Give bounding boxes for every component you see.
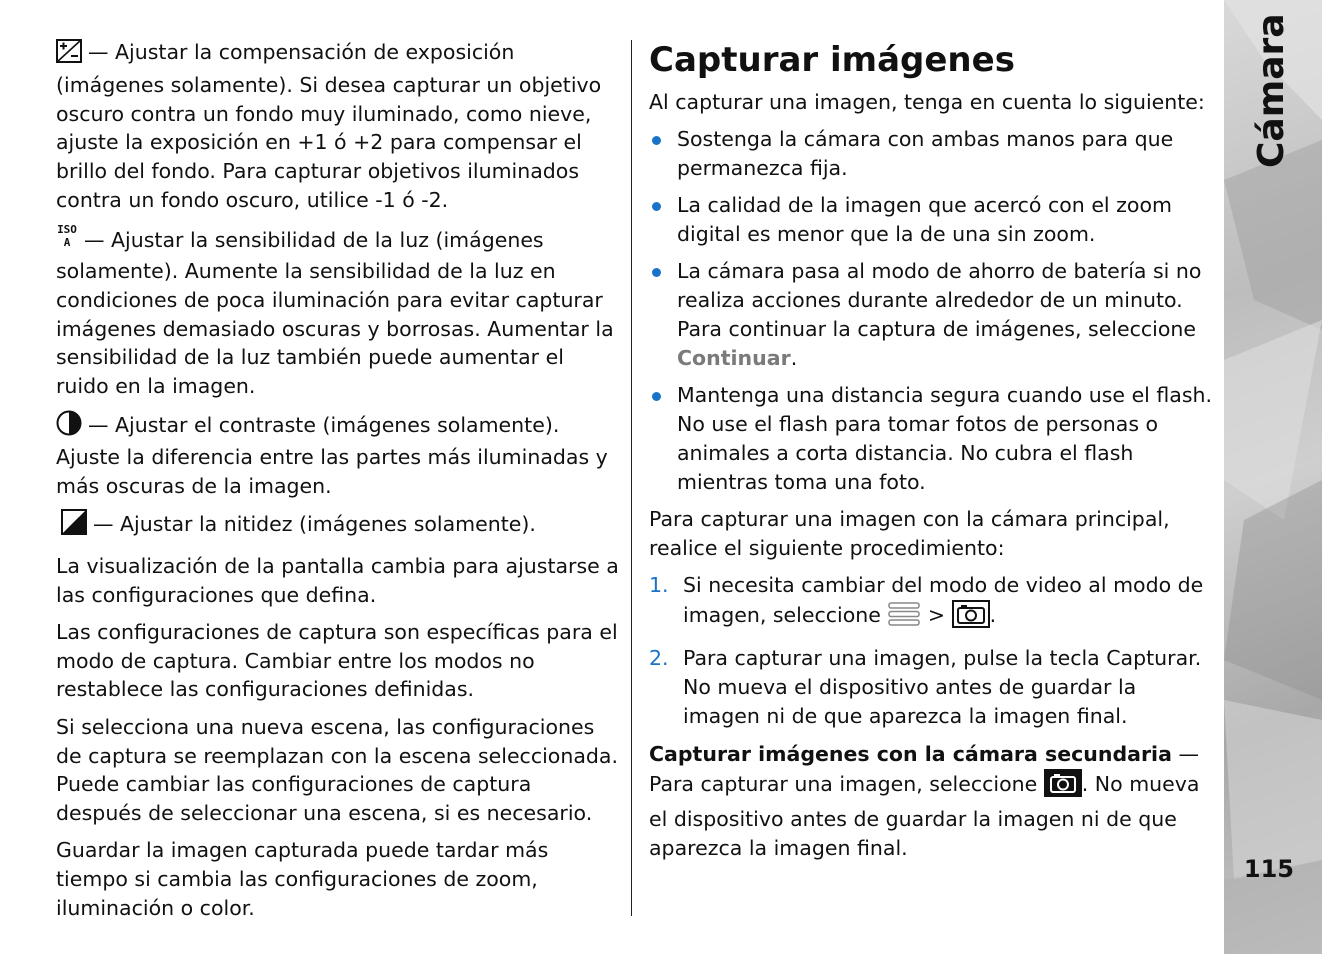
secondary-camera-heading: Capturar imágenes con la cámara secundaria	[649, 742, 1172, 767]
iso-auto-icon	[56, 223, 78, 257]
list-item: Sostenga la cámara con ambas manos para que permanezca fija.	[649, 125, 1215, 183]
sharpness-icon	[61, 509, 87, 543]
svg-text:A: A	[63, 236, 71, 250]
sharpness-paragraph: — Ajustar la nitidez (imágenes solamente).	[56, 509, 622, 543]
secondary-camera-paragraph: Capturar imágenes con la cámara secundaria — Para capturar una imagen, seleccione . No mueva el dispositivo antes de guardar la imagen ni de que aparezca la imagen final.	[649, 742, 1200, 860]
tips-list	[649, 125, 1215, 496]
continuar-option[interactable]: Continuar	[677, 345, 791, 370]
chapter-title: Cámara	[1251, 13, 1292, 168]
contrast-icon	[56, 410, 82, 444]
exposure-compensation-icon	[56, 39, 82, 71]
paragraph-capture-settings: Las configuraciones de captura son específicas para el modo de captura. Cambiar entre los modos no restablece las configuraciones definidas.	[56, 619, 618, 702]
step-number: 2.	[649, 646, 669, 671]
list-item: Mantenga una distancia segura cuando use el flash. No use el flash para tomar fotos de personas o animales a corta distancia. No cubra el flash mientras toma una foto.	[649, 381, 1215, 496]
left-column	[56, 38, 622, 931]
step-item: 2. Para capturar una imagen, pulse la tecla Capturar. No mueva el dispositivo antes de guardar la imagen ni de que aparezca la imagen final.	[649, 646, 1202, 728]
chapter-sidebar	[1224, 0, 1322, 954]
page-number: 115	[1243, 855, 1294, 883]
right-column	[649, 38, 1215, 871]
page-title: Capturar imágenes	[649, 40, 1015, 80]
svg-text:ISO: ISO	[57, 223, 77, 237]
step-item: 1. Si necesita cambiar del modo de video al modo de imagen, seleccione > .	[649, 571, 1215, 636]
secondary-camera-icon[interactable]	[1044, 769, 1082, 805]
contrast-paragraph: — Ajustar el contraste (imágenes solamente). Ajuste la diferencia entre las partes más iluminadas y más oscuras de la imagen.	[56, 410, 622, 501]
paragraph-display: La visualización de la pantalla cambia para ajustarse a las configuraciones que defina.	[56, 553, 619, 607]
paragraph-saving: Guardar la imagen capturada puede tardar más tiempo si cambia las configuraciones de zoom, iluminación o color.	[56, 838, 549, 921]
paragraph-scene: Si selecciona una nueva escena, las configuraciones de captura se reemplazan con la escena seleccionada. Puede cambiar las configuraciones de captura después de seleccionar una escena, si es necesario.	[56, 714, 618, 826]
intro-text: Al capturar una imagen, tenga en cuenta lo siguiente:	[649, 90, 1205, 114]
camera-mode-icon[interactable]	[952, 600, 990, 636]
list-item: La calidad de la imagen que acercó con el zoom digital es menor que la de una sin zoom.	[649, 191, 1215, 249]
iso-paragraph: ISO A — Ajustar la sensibilidad de la luz (imágenes solamente). Aumente la sensibilidad de la luz en condiciones de poca iluminación para evitar capturar imágenes demasiado oscuras y borrosas. Aumentar la sensibilidad de la luz también puede aumentar el ruido en la imagen.	[56, 223, 614, 399]
exposure-paragraph: — Ajustar la compensación de exposición (imágenes solamente). Si desea capturar un objetivo oscuro contra un fondo muy iluminado, como nieve, ajuste la exposición en +1 ó +2 para compensar el brillo del fondo. Para capturar objetivos iluminados contra un fondo oscuro, utilice -1 ó -2.	[56, 40, 602, 212]
list-item: La cámara pasa al modo de ahorro de batería si no realiza acciones durante alrededor de un minuto. Para continuar la captura de imágenes, seleccione Continuar.	[649, 257, 1215, 372]
procedure-intro: Para capturar una imagen con la cámara principal, realice el siguiente procedimiento:	[649, 506, 1170, 560]
menu-icon[interactable]	[887, 600, 921, 636]
steps-list	[649, 571, 1215, 730]
step-number: 1.	[649, 572, 669, 597]
column-divider	[631, 40, 632, 916]
